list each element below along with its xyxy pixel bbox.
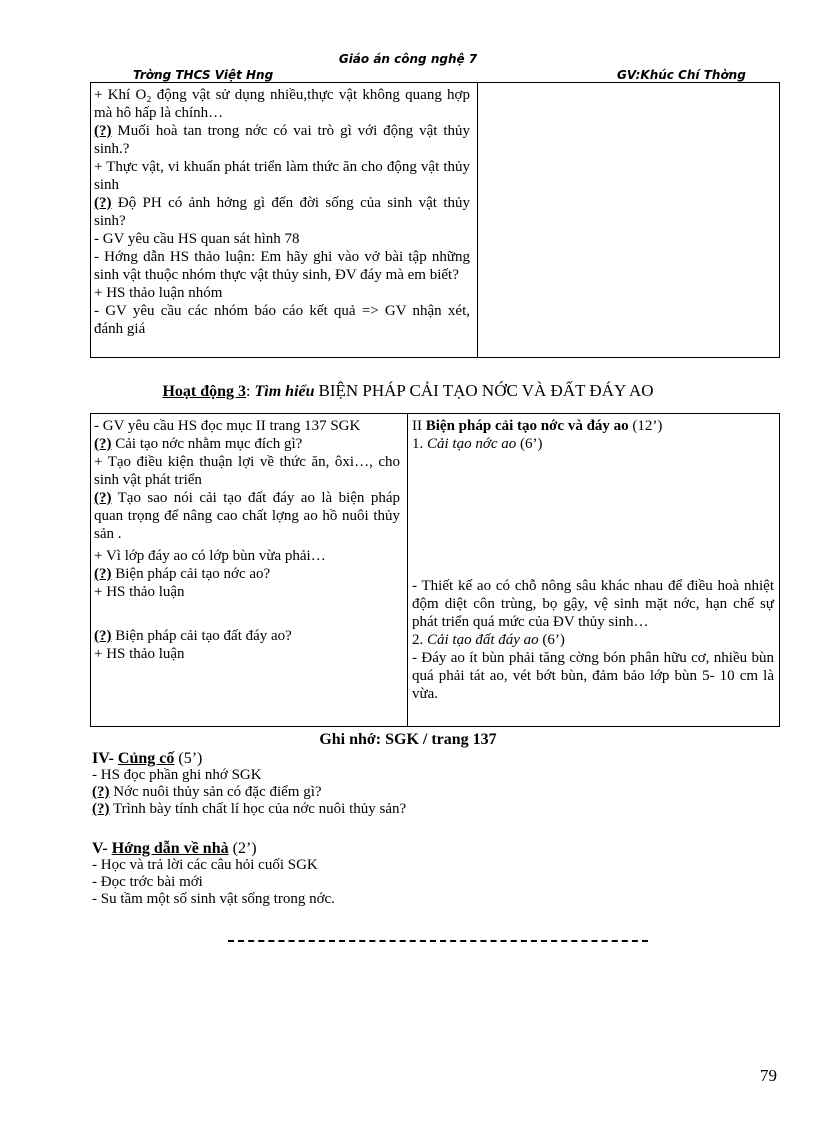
list-item: + Thực vật, vi khuẩn phát triển làm thức ăn cho động vật thủy sinh xyxy=(94,159,470,193)
list-item: + HS thảo luận xyxy=(94,646,185,662)
subsection-heading: 2. Cải tạo đất đáy ao (6’) xyxy=(412,632,565,648)
question-mark-icon: (?) xyxy=(94,490,112,506)
question-mark-icon: (?) xyxy=(94,195,112,211)
section-iv xyxy=(92,750,712,818)
activity-3-table-divider xyxy=(407,413,408,727)
question-mark-icon: (?) xyxy=(94,628,112,644)
list-item: - GV yêu cầu HS đọc mục II trang 137 SGK xyxy=(94,418,361,434)
page-number: 79 xyxy=(760,1066,777,1085)
section-heading: V- Hớng dẫn về nhà (2’) xyxy=(92,840,257,857)
activity-3-left-cell xyxy=(94,417,400,663)
list-item: + HS thảo luận nhóm xyxy=(94,285,223,301)
list-item: - GV yêu cầu các nhóm báo cáo kết quả => GV nhận xét, đánh giá xyxy=(94,303,470,337)
list-item: - HS đọc phần ghi nhớ SGK xyxy=(92,767,262,783)
list-item: (?) Cải tạo nớc nhằm mục đích gì? xyxy=(94,436,303,452)
list-item: - Hớng dẫn HS thảo luận: Em hãy ghi vào vở bài tập những sinh vật thuộc nhóm thực vật thủy sinh, ĐV đáy mà em biết? xyxy=(94,249,470,283)
section-v xyxy=(92,840,712,908)
summary-heading: Ghi nhớ: SGK / trang 137 xyxy=(319,731,497,748)
paragraph: - Đáy ao ít bùn phải tăng cờng bón phân hữu cơ, nhiều bùn quá phải tát ao, vét bớt bùn, đảm bảo lớp bùn 5- 10 cm là vừa. xyxy=(412,650,774,702)
table-continued-divider xyxy=(477,82,478,358)
subsection-heading: 1. Cải tạo nớc ao (6’) xyxy=(412,436,543,452)
list-item: + Vì lớp đáy ao có lớp bùn vừa phải… xyxy=(94,548,326,564)
list-item: (?) Độ PH có ảnh hởng gì đến đời sống của sinh vật thủy sinh? xyxy=(94,195,470,229)
activity-3-heading: Hoạt động 3: Tìm hiểu BIỆN PHÁP CẢI TẠO NỚC VÀ ĐẤT ĐÁY AO xyxy=(162,381,654,400)
section-heading: IV- Củng cố (5’) xyxy=(92,750,203,767)
table-continued-left-cell xyxy=(94,86,470,338)
list-item: (?) Nớc nuôi thủy sản có đặc điểm gì? xyxy=(92,784,322,800)
paragraph: - Thiết kế ao có chỗ nông sâu khác nhau để điều hoà nhiệt độm diệt côn trùng, bọ gậy, vệ sinh mặt nớc, hạn chế sự phát triển quá mức của ĐV thủy sinh… xyxy=(412,578,774,630)
list-item: + HS thảo luận xyxy=(94,584,185,600)
document-header-title: Giáo án công nghệ 7 xyxy=(338,52,478,66)
list-item: - GV yêu cầu HS quan sát hình 78 xyxy=(94,231,300,247)
list-item: - Học và trả lời các câu hỏi cuối SGK xyxy=(92,857,318,873)
list-item: (?) Muối hoà tan trong nớc có vai trò gì với động vật thủy sinh.? xyxy=(94,123,471,157)
table-row: + Khí O₂ động vật sử dụng nhiều,thực vật không quang hợp mà hô hấp là chính… xyxy=(94,87,470,121)
school-name: Trờng THCS Việt Hng xyxy=(133,68,274,82)
list-item: (?) Biện pháp cải tạo nớc ao? xyxy=(94,566,271,582)
question-mark-icon: (?) xyxy=(92,801,110,817)
question-mark-icon: (?) xyxy=(92,784,110,800)
section-heading: II Biện pháp cải tạo nớc và đáy ao (12’) xyxy=(412,418,663,434)
teacher-name: GV:Khúc Chí Thờng xyxy=(617,68,746,82)
end-divider xyxy=(228,940,648,942)
question-mark-icon: (?) xyxy=(94,123,112,139)
list-item: (?) Tạo sao nói cải tạo đất đáy ao là biện pháp quan trọng để nâng cao chất lợng ao hồ nuôi thủy sản . xyxy=(94,490,400,542)
list-item: + Tạo điều kiện thuận lợi về thức ăn, ôxi…, cho sinh vật phát triển xyxy=(94,454,400,488)
list-item: (?) Trình bày tính chất lí học của nớc nuôi thủy sản? xyxy=(92,801,407,817)
list-item: - Đọc trớc bài mới xyxy=(92,874,203,890)
question-mark-icon: (?) xyxy=(94,566,112,582)
list-item: (?) Biện pháp cải tạo đất đáy ao? xyxy=(94,628,292,644)
question-mark-icon: (?) xyxy=(94,436,112,452)
activity-3-right-cell xyxy=(412,417,774,703)
list-item: - Su tầm một số sinh vật sống trong nớc. xyxy=(92,891,335,907)
